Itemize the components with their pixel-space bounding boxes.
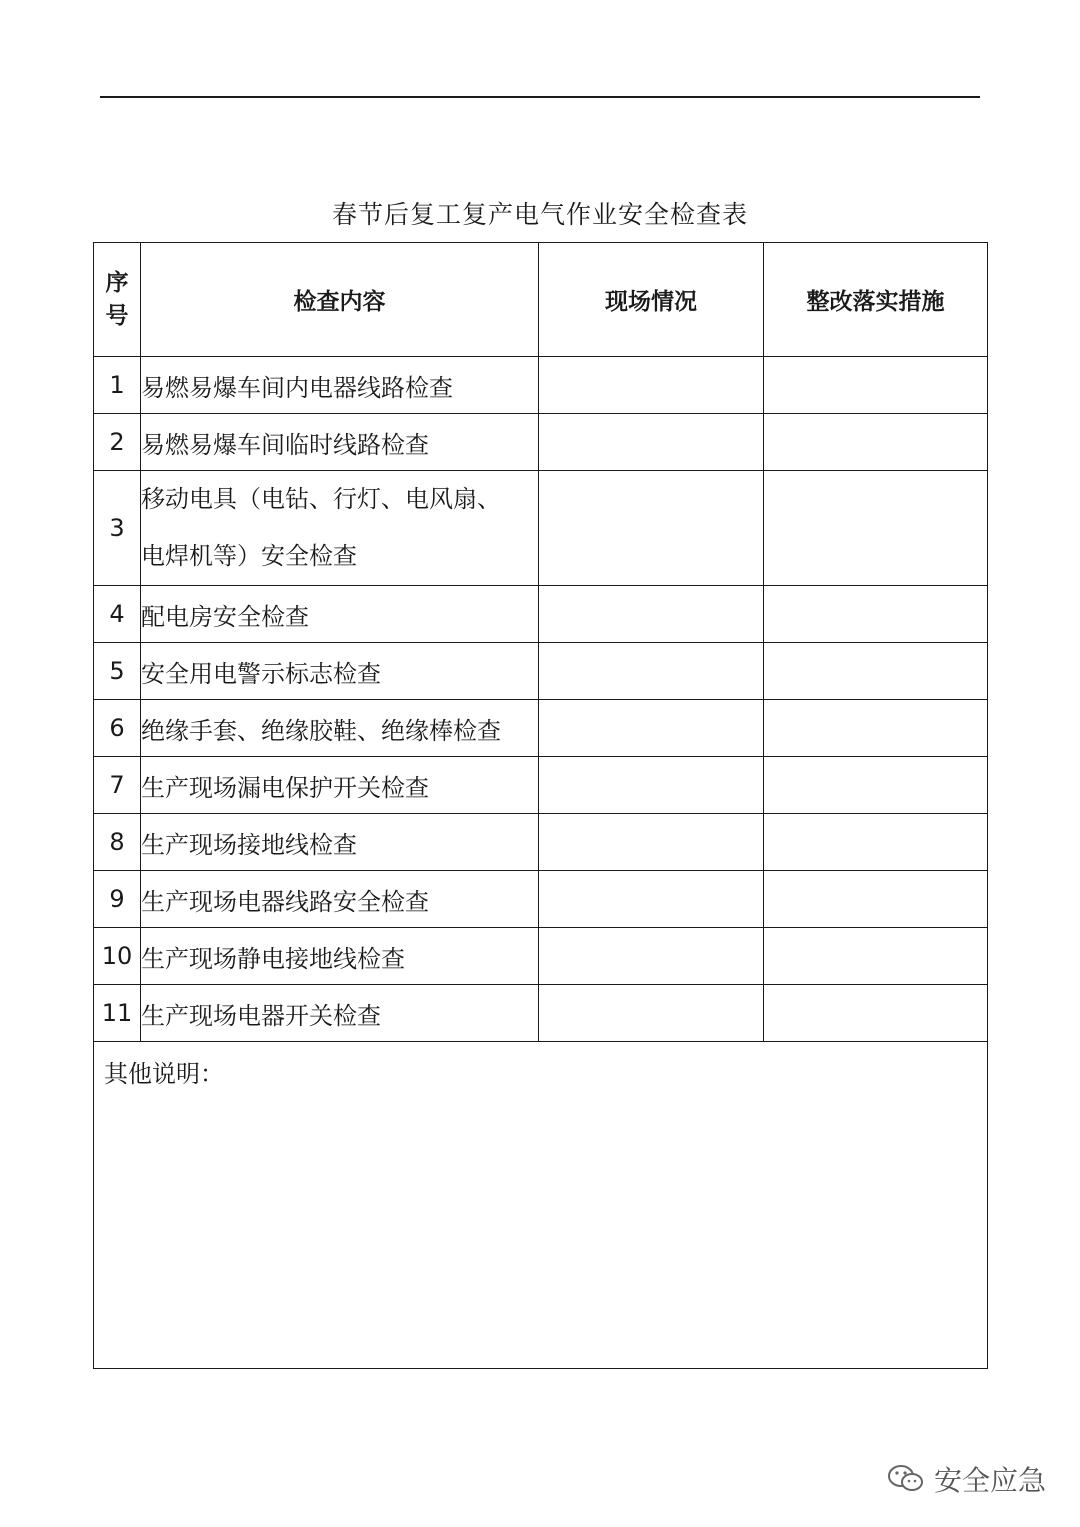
document-title: 春节后复工复产电气作业安全检查表 — [331, 200, 748, 229]
table-row — [94, 414, 988, 471]
situation-cell[interactable] — [539, 357, 764, 414]
measures-cell[interactable] — [764, 985, 988, 1042]
row-number: 7 — [94, 757, 141, 814]
row-content: 易燃易爆车间内电器线路检查 — [141, 357, 539, 414]
header-situation: 现场情况 — [539, 243, 764, 357]
notes-label: 其他说明： — [104, 1060, 224, 1088]
header-measures: 整改落实措施 — [764, 243, 988, 357]
measures-cell[interactable] — [764, 757, 988, 814]
measures-cell[interactable] — [764, 357, 988, 414]
situation-cell[interactable] — [539, 814, 764, 871]
header-content: 检查内容 — [141, 243, 539, 357]
row-number: 11 — [94, 985, 141, 1042]
row-content: 生产现场电器线路安全检查 — [141, 871, 539, 928]
measures-cell[interactable] — [764, 700, 988, 757]
measures-cell[interactable] — [764, 471, 988, 586]
row-number: 9 — [94, 871, 141, 928]
row-content: 生产现场静电接地线检查 — [141, 928, 539, 985]
wechat-icon — [886, 1463, 926, 1495]
header-seq: 序 号 — [94, 243, 141, 357]
table-row — [94, 586, 988, 643]
notes-cell[interactable] — [94, 1042, 988, 1369]
row-content: 易燃易爆车间临时线路检查 — [141, 414, 539, 471]
situation-cell[interactable] — [539, 471, 764, 586]
row-content: 生产现场漏电保护开关检查 — [141, 757, 539, 814]
row-content: 配电房安全检查 — [141, 586, 539, 643]
table-row — [94, 357, 988, 414]
situation-cell[interactable] — [539, 414, 764, 471]
measures-cell[interactable] — [764, 871, 988, 928]
table-row — [94, 757, 988, 814]
row-content: 生产现场接地线检查 — [141, 814, 539, 871]
table-row — [94, 871, 988, 928]
row-number: 6 — [94, 700, 141, 757]
situation-cell[interactable] — [539, 985, 764, 1042]
situation-cell[interactable] — [539, 586, 764, 643]
table-row — [94, 985, 988, 1042]
table-row — [94, 814, 988, 871]
row-content: 生产现场电器开关检查 — [141, 985, 539, 1042]
row-number: 10 — [94, 928, 141, 985]
measures-cell[interactable] — [764, 586, 988, 643]
row-number: 3 — [94, 471, 141, 586]
watermark-text: 安全应急 — [933, 1464, 1046, 1497]
table-header-row — [94, 243, 988, 357]
situation-cell[interactable] — [539, 643, 764, 700]
row-number: 4 — [94, 586, 141, 643]
situation-cell[interactable] — [539, 871, 764, 928]
situation-cell[interactable] — [539, 757, 764, 814]
situation-cell[interactable] — [539, 928, 764, 985]
top-rule — [100, 96, 980, 98]
row-number: 8 — [94, 814, 141, 871]
watermark — [886, 1459, 1046, 1499]
row-content: 绝缘手套、绝缘胶鞋、绝缘棒检查 — [141, 700, 539, 757]
table-row — [94, 700, 988, 757]
row-number: 1 — [94, 357, 141, 414]
measures-cell[interactable] — [764, 928, 988, 985]
row-content-line-1: 移动电具（电钻、行灯、电风扇、 — [141, 485, 501, 513]
inspection-table — [93, 242, 988, 1369]
row-content — [141, 471, 539, 586]
measures-cell[interactable] — [764, 414, 988, 471]
situation-cell[interactable] — [539, 700, 764, 757]
row-number: 5 — [94, 643, 141, 700]
row-content-line-2: 电焊机等）安全检查 — [141, 542, 357, 570]
measures-cell[interactable] — [764, 643, 988, 700]
notes-row — [94, 1042, 988, 1369]
table-row — [94, 471, 988, 586]
row-content: 安全用电警示标志检查 — [141, 643, 539, 700]
row-number: 2 — [94, 414, 141, 471]
table-row — [94, 928, 988, 985]
table-row — [94, 643, 988, 700]
measures-cell[interactable] — [764, 814, 988, 871]
